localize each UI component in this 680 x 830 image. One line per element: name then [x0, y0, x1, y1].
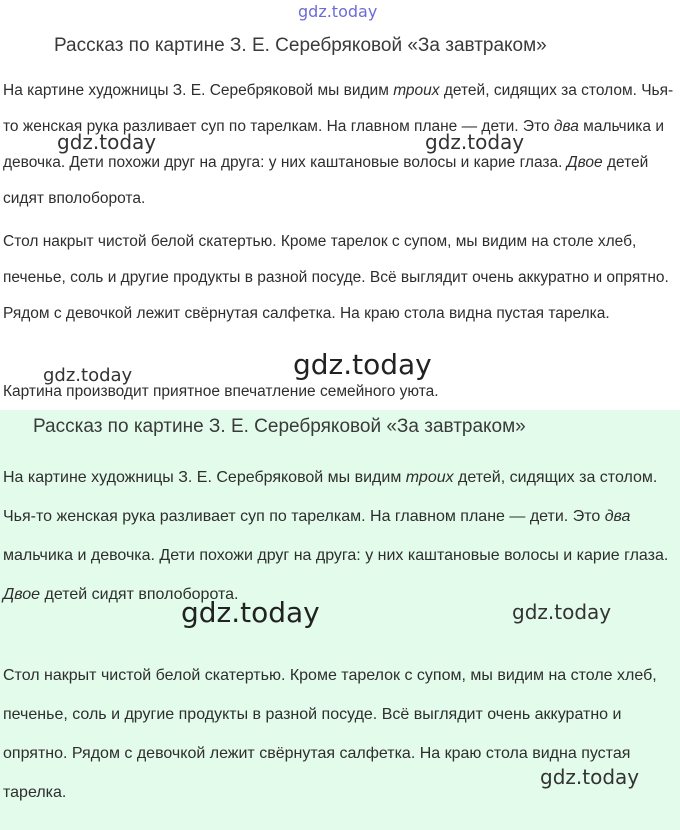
story-paragraph-1: [3, 458, 675, 614]
text-run: мальчика и девочка. Дети похожи друг на друга: у них каштановые волосы и карие глаза.: [3, 118, 664, 171]
text-run: мальчика и девочка. Дети похожи друг на друга: у них каштановые волосы и карие глаза.: [3, 547, 669, 564]
story-paragraph-2: Стол накрыт чистой белой скатертью. Кроме тарелок с супом, мы видим на столе хлеб, печенье, соль и другие продукты в разной посуде. Всё выглядит очень аккуратно и опрятно. Рядом с девочкой лежит свёрнутая салфетка. На краю стола видна пустая тарелка.: [3, 233, 669, 322]
story-paragraph-3: Картина производит приятное впечатление семейного уюта.: [3, 383, 439, 400]
watermark: gdz.today: [298, 2, 378, 21]
emphasis-text: Двое: [3, 586, 41, 603]
watermark: gdz.today: [57, 130, 157, 154]
emphasis-text: два: [604, 508, 631, 525]
text-run: На картине художницы З. Е. Серебряковой мы видим: [3, 469, 406, 486]
text-run: На картине художницы З. Е. Серебряковой мы видим: [3, 82, 394, 99]
watermark: gdz.today: [293, 348, 432, 381]
story-title: Рассказ по картине З. Е. Серебряковой «За завтраком»: [54, 35, 547, 56]
watermark: gdz.today: [43, 365, 133, 386]
watermark: gdz.today: [425, 130, 525, 154]
watermark: gdz.today: [181, 596, 320, 629]
text-run: детей, сидящих за столом. Чья-то женская рука разливает суп по тарелкам. На главном плане — дети. Это: [3, 469, 658, 525]
watermark: gdz.today: [540, 765, 640, 789]
emphasis-text: троих: [393, 82, 440, 99]
story-paragraph-2: Стол накрыт чистой белой скатертью. Кроме тарелок с супом, мы видим на столе хлеб, печенье, соль и другие продукты в разной посуде. Всё выглядит очень аккуратно и опрятно. Рядом с девочкой лежит свёрнутая салфетка. На краю стола видна пустая тарелка.: [3, 667, 657, 801]
text-run: детей, сидящих за столом. Чья-то женская рука разливает суп по тарелкам. На главном плане — дети. Это: [3, 82, 674, 135]
emphasis-text: троих: [405, 469, 454, 486]
emphasis-text: Двое: [566, 154, 603, 171]
watermark: gdz.today: [512, 600, 612, 624]
emphasis-text: два: [553, 118, 579, 135]
text-run: детей сидят вполоборота.: [40, 586, 239, 603]
story-title: Рассказ по картине З. Е. Серебряковой «За завтраком»: [33, 416, 526, 437]
text-run: детей сидят вполоборота.: [3, 154, 649, 207]
